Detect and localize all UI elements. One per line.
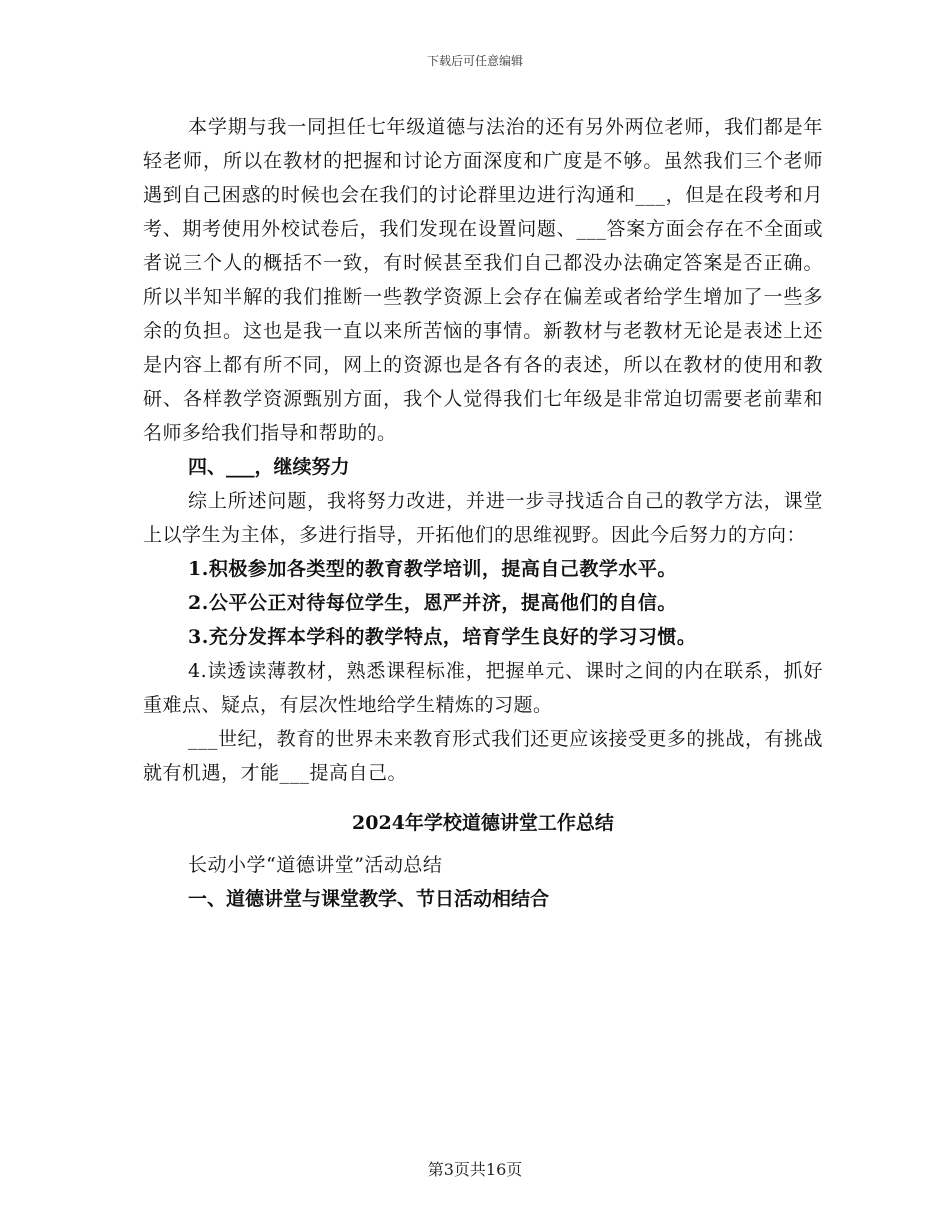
page-footer: 第3页共16页 [427, 1160, 523, 1179]
paragraph-summary: 综上所述问题，我将努力改进，并进一步寻找适合自己的教学方法，课堂上以学生为主体，多进行指导，开拓他们的思维视野。因此今后努力的方向： [143, 490, 823, 546]
list-item-2: 2.公平公正对待每位学生，恩严并济，提高他们的自信。 [188, 592, 677, 614]
list-item-1: 1.积极参加各类型的教育教学培训，提高自己教学水平。 [188, 558, 677, 580]
list-item-4: 4.读透读薄教材，熟悉课程标准，把握单元、课时之间的内在联系，抓好重难点、疑点，有层次性地给学生精炼的习题。 [143, 660, 823, 716]
list-item-3: 3.充分发挥本学科的教学特点，培育学生良好的学习习惯。 [188, 626, 697, 648]
page-header: 下载后可任意编辑 [426, 54, 523, 68]
document-title: 2024年学校道德讲堂工作总结 [352, 812, 614, 834]
section-heading-one: 一、道德讲堂与课堂教学、节日活动相结合 [188, 888, 550, 910]
paragraph-closing: ___世纪，教育的世界未来教育形式我们还更应该接受更多的挑战，有挑战就有机遇，才能___提高自己。 [143, 728, 823, 784]
paragraph-subtitle: 长动小学“道德讲堂”活动总结 [188, 854, 443, 876]
document-body [143, 110, 823, 916]
section-heading-four: 四、___，继续努力 [188, 456, 350, 478]
paragraph-teaching-reflection: 本学期与我一同担任七年级道德与法治的还有另外两位老师，我们都是年轻老师，所以在教材的把握和讨论方面深度和广度是不够。虽然我们三个老师遇到自己困惑的时候也会在我们的讨论群里边进行沟通和___，但是在段考和月考、期考使用外校试卷后，我们发现在设置问题、___答案方面会存在不全面或者说三个人的概括不一致，有时候甚至我们自己都没办法确定答案是否正确。所以半知半解的我们推断一些教学资源上会存在偏差或者给学生增加了一些多余的负担。这也是我一直以来所苦恼的事情。新教材与老教材无论是表述上还是内容上都有所不同，网上的资源也是各有各的表述，所以在教材的使用和教研、各样教学资源甄别方面，我个人觉得我们七年级是非常迫切需要老前辈和名师多给我们指导和帮助的。 [143, 116, 823, 444]
